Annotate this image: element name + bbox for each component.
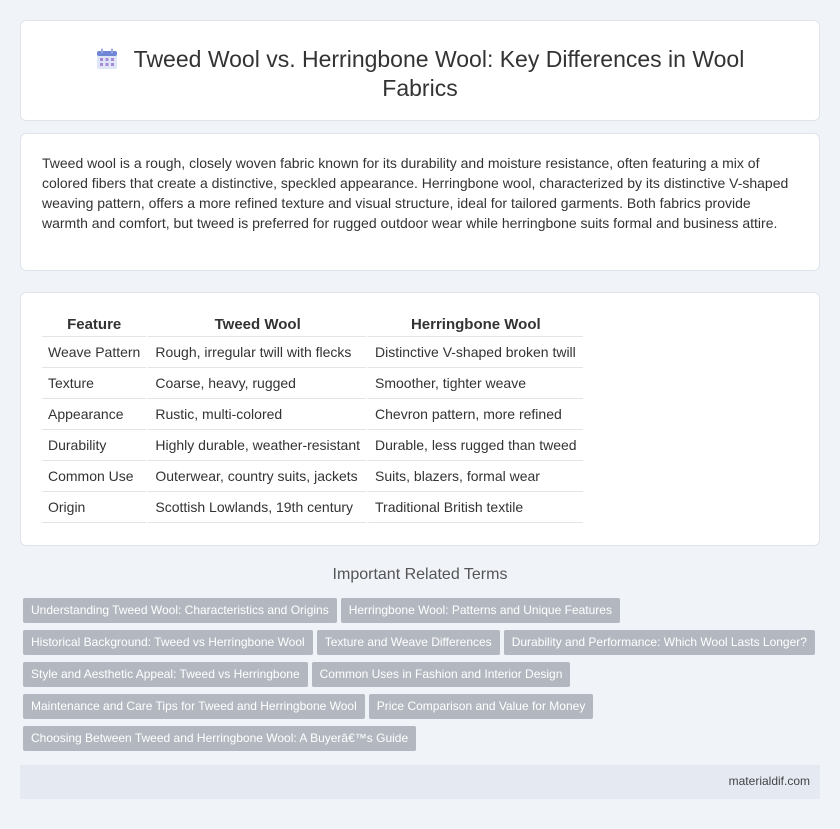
title-card [20,20,820,121]
table-cell: Durability [42,430,146,461]
related-term-tag[interactable]: Maintenance and Care Tips for Tweed and Herringbone Wool [23,694,365,719]
header-feature: Feature [42,313,146,337]
related-term-tag[interactable]: Herringbone Wool: Patterns and Unique Features [341,598,620,623]
table-cell: Distinctive V-shaped broken twill [366,337,583,368]
related-term-tag[interactable]: Understanding Tweed Wool: Characteristics and Origins [23,598,337,623]
table-cell: Suits, blazers, formal wear [366,461,583,492]
related-term-tag[interactable]: Historical Background: Tweed vs Herringbone Wool [23,630,313,655]
related-term-tag[interactable]: Texture and Weave Differences [317,630,500,655]
table-cell: Appearance [42,399,146,430]
page-title: Tweed Wool vs. Herringbone Wool: Key Differences in Wool Fabrics [133,46,745,101]
header-herringbone: Herringbone Wool [366,313,583,337]
table-cell: Weave Pattern [42,337,146,368]
table-row [42,492,583,523]
table-cell: Traditional British textile [366,492,583,523]
table-cell: Coarse, heavy, rugged [146,368,366,399]
table-cell: Rustic, multi-colored [146,399,366,430]
table-cell: Texture [42,368,146,399]
footer-site-link[interactable]: materialdif.com [728,774,810,788]
table-cell: Origin [42,492,146,523]
footer-bar [20,765,820,799]
table-cell: Scottish Lowlands, 19th century [146,492,366,523]
table-cell: Durable, less rugged than tweed [366,430,583,461]
table-cell: Highly durable, weather-resistant [146,430,366,461]
related-term-tag[interactable]: Durability and Performance: Which Wool Lasts Longer? [504,630,815,655]
table-cell: Rough, irregular twill with flecks [146,337,366,368]
table-cell: Smoother, tighter weave [366,368,583,399]
page-title-wrap [21,45,819,103]
table-cell: Common Use [42,461,146,492]
table-row [42,430,583,461]
intro-card [20,133,820,271]
related-terms-list [23,598,823,758]
calendar-icon [96,48,118,70]
related-term-tag[interactable]: Common Uses in Fashion and Interior Design [312,662,571,687]
related-term-tag[interactable]: Style and Aesthetic Appeal: Tweed vs Herringbone [23,662,308,687]
table-row [42,399,583,430]
table-header-row [42,313,583,337]
table-cell: Chevron pattern, more refined [366,399,583,430]
table-row [42,368,583,399]
related-terms-title: Important Related Terms [332,566,508,583]
related-term-tag[interactable]: Price Comparison and Value for Money [369,694,594,719]
table-row [42,337,583,368]
related-term-tag[interactable]: Choosing Between Tweed and Herringbone Wool: A Buyerâ€™s Guide [23,726,416,751]
comparison-card [20,292,820,546]
intro-paragraph: Tweed wool is a rough, closely woven fabric known for its durability and moisture resistance, often featuring a mix of colored fibers that create a distinctive, speckled appearance. Herringbone wool, characterized by its distinctive V-shaped weaving pattern, offers a more refined texture and visual structure, ideal for tailored garments. Both fabrics provide warmth and comfort, but tweed is preferred for rugged outdoor wear while herringbone suits formal and business attire. [42,155,789,231]
table-row [42,461,583,492]
header-tweed: Tweed Wool [146,313,366,337]
table-cell: Outerwear, country suits, jackets [146,461,366,492]
comparison-table [42,313,583,523]
